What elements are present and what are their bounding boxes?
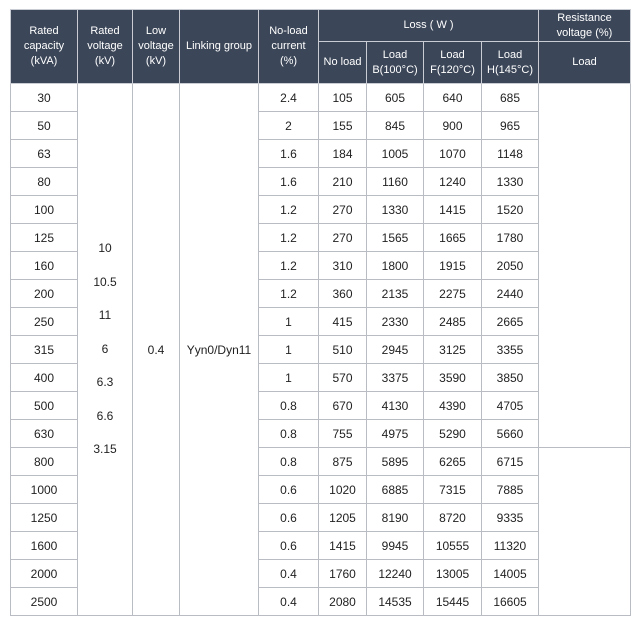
cell-load-f: 900 (424, 112, 482, 140)
cell-load-f: 5290 (424, 420, 482, 448)
cell-no-load: 570 (319, 364, 367, 392)
cell-capacity: 125 (11, 224, 78, 252)
header-load-f (424, 42, 482, 84)
cell-load-f: 4390 (424, 392, 482, 420)
cell-no-load: 155 (319, 112, 367, 140)
cell-noload-current: 2 (259, 112, 319, 140)
transformer-spec-table (10, 9, 631, 616)
header-no-load: No load (319, 42, 367, 84)
cell-no-load: 360 (319, 280, 367, 308)
header-linking-group: Linking group (180, 10, 259, 84)
cell-load-b: 2135 (367, 280, 424, 308)
cell-load-b: 1565 (367, 224, 424, 252)
cell-load-h: 2440 (482, 280, 539, 308)
cell-load-b: 1330 (367, 196, 424, 224)
cell-no-load: 184 (319, 140, 367, 168)
header-line: Resistance (557, 11, 612, 24)
cell-no-load: 105 (319, 84, 367, 112)
cell-capacity: 160 (11, 252, 78, 280)
cell-load-h: 1520 (482, 196, 539, 224)
cell-load-h: 685 (482, 84, 539, 112)
cell-noload-current: 0.4 (259, 588, 319, 616)
table-row (11, 84, 631, 112)
cell-load-b: 605 (367, 84, 424, 112)
header-load-h (482, 42, 539, 84)
cell-noload-current: 1 (259, 336, 319, 364)
cell-load-b: 1160 (367, 168, 424, 196)
cell-noload-current: 0.4 (259, 560, 319, 588)
cell-capacity: 315 (11, 336, 78, 364)
header-line: (kVA) (30, 55, 58, 67)
cell-no-load: 1205 (319, 504, 367, 532)
cell-load-f: 2275 (424, 280, 482, 308)
cell-noload-current: 1.6 (259, 168, 319, 196)
cell-capacity: 30 (11, 84, 78, 112)
cell-no-load: 2080 (319, 588, 367, 616)
header-line: Low (145, 25, 167, 37)
cell-load-f: 2485 (424, 308, 482, 336)
rated-voltage-value: 10 (98, 241, 112, 256)
cell-load-h: 1330 (482, 168, 539, 196)
cell-capacity: 63 (11, 140, 78, 168)
transformer-spec-table-container (10, 9, 631, 616)
header-rated-voltage (78, 10, 133, 84)
header-line: Rated (90, 25, 120, 37)
cell-load-b: 8190 (367, 504, 424, 532)
header-line: F(120°C) (430, 63, 475, 76)
cell-noload-current: 0.8 (259, 448, 319, 476)
cell-capacity: 2500 (11, 588, 78, 616)
cell-capacity: 1000 (11, 476, 78, 504)
cell-capacity: 500 (11, 392, 78, 420)
cell-capacity: 800 (11, 448, 78, 476)
cell-load-f: 6265 (424, 448, 482, 476)
cell-capacity: 630 (11, 420, 78, 448)
cell-load-h: 965 (482, 112, 539, 140)
cell-load-f: 1915 (424, 252, 482, 280)
cell-load-h: 3355 (482, 336, 539, 364)
cell-capacity: 400 (11, 364, 78, 392)
header-line: Load (382, 48, 408, 61)
cell-load-f: 1240 (424, 168, 482, 196)
header-low-voltage (133, 10, 180, 84)
cell-load-h: 2665 (482, 308, 539, 336)
header-line: No-load (269, 25, 308, 37)
header-line: (kV) (145, 55, 167, 67)
cell-load-f: 1415 (424, 196, 482, 224)
cell-load-b: 4130 (367, 392, 424, 420)
cell-capacity: 100 (11, 196, 78, 224)
cell-low-voltage: 0.4 (133, 84, 180, 616)
header-resistance-voltage (539, 10, 631, 42)
cell-noload-current: 0.6 (259, 504, 319, 532)
cell-load-b: 2945 (367, 336, 424, 364)
cell-load-b: 9945 (367, 532, 424, 560)
cell-load-b: 14535 (367, 588, 424, 616)
cell-noload-current: 1 (259, 308, 319, 336)
cell-load-b: 6885 (367, 476, 424, 504)
cell-no-load: 270 (319, 196, 367, 224)
rated-voltage-value: 10.5 (93, 274, 117, 289)
cell-load-h: 5660 (482, 420, 539, 448)
cell-load-f: 3590 (424, 364, 482, 392)
header-line: voltage (138, 40, 174, 52)
header-rated-capacity (11, 10, 78, 84)
cell-load-f: 1665 (424, 224, 482, 252)
header-resistance-load: Load (539, 42, 631, 84)
rated-voltage-value: 6 (101, 341, 109, 356)
cell-load-f: 7315 (424, 476, 482, 504)
cell-load-b: 12240 (367, 560, 424, 588)
header-line: (kV) (94, 55, 116, 67)
cell-noload-current: 2.4 (259, 84, 319, 112)
cell-load-h: 7885 (482, 476, 539, 504)
cell-noload-current: 1.2 (259, 280, 319, 308)
header-noload-current (259, 10, 319, 84)
cell-no-load: 1020 (319, 476, 367, 504)
header-line: voltage (%) (556, 26, 613, 39)
cell-load-f: 8720 (424, 504, 482, 532)
cell-load-b: 2330 (367, 308, 424, 336)
cell-load-b: 4975 (367, 420, 424, 448)
cell-rated-voltage (78, 84, 133, 616)
cell-noload-current: 1.2 (259, 196, 319, 224)
header-line: B(100°C) (372, 63, 418, 76)
cell-capacity: 2000 (11, 560, 78, 588)
cell-load-h: 2050 (482, 252, 539, 280)
cell-resistance-load (539, 448, 631, 616)
header-line: H(145°C) (487, 63, 533, 76)
cell-load-f: 640 (424, 84, 482, 112)
cell-noload-current: 1.6 (259, 140, 319, 168)
cell-resistance-load (539, 84, 631, 448)
header-line: Load (440, 48, 465, 61)
cell-capacity: 200 (11, 280, 78, 308)
cell-no-load: 875 (319, 448, 367, 476)
header-line: Load (497, 48, 523, 61)
cell-capacity: 50 (11, 112, 78, 140)
cell-noload-current: 0.6 (259, 476, 319, 504)
cell-load-b: 5895 (367, 448, 424, 476)
cell-load-h: 1148 (482, 140, 539, 168)
rated-voltage-value: 3.15 (93, 442, 117, 457)
cell-load-b: 1800 (367, 252, 424, 280)
cell-load-h: 9335 (482, 504, 539, 532)
header-line: current (271, 40, 306, 52)
cell-load-f: 1070 (424, 140, 482, 168)
cell-load-h: 11320 (482, 532, 539, 560)
table-body (11, 84, 631, 616)
cell-noload-current: 1.2 (259, 252, 319, 280)
cell-load-f: 3125 (424, 336, 482, 364)
cell-no-load: 1415 (319, 532, 367, 560)
cell-noload-current: 1.2 (259, 224, 319, 252)
header-load-b (367, 42, 424, 84)
cell-capacity: 80 (11, 168, 78, 196)
cell-load-b: 1005 (367, 140, 424, 168)
cell-load-h: 4705 (482, 392, 539, 420)
cell-load-h: 1780 (482, 224, 539, 252)
cell-no-load: 210 (319, 168, 367, 196)
cell-linking-group: Yyn0/Dyn11 (180, 84, 259, 616)
rated-voltage-value: 6.6 (96, 408, 114, 423)
cell-no-load: 415 (319, 308, 367, 336)
header-line: (%) (279, 55, 298, 67)
cell-load-f: 15445 (424, 588, 482, 616)
cell-capacity: 250 (11, 308, 78, 336)
cell-load-h: 16605 (482, 588, 539, 616)
cell-load-b: 3375 (367, 364, 424, 392)
cell-load-h: 6715 (482, 448, 539, 476)
cell-load-f: 10555 (424, 532, 482, 560)
cell-noload-current: 0.8 (259, 392, 319, 420)
header-loss: Loss ( W ) (319, 10, 539, 42)
cell-no-load: 1760 (319, 560, 367, 588)
header-line: Rated (29, 25, 59, 37)
cell-load-h: 3850 (482, 364, 539, 392)
cell-capacity: 1600 (11, 532, 78, 560)
header-line: capacity (23, 40, 65, 52)
rated-voltage-value: 6.3 (96, 375, 114, 390)
cell-no-load: 510 (319, 336, 367, 364)
header-line: voltage (87, 40, 123, 52)
cell-load-h: 14005 (482, 560, 539, 588)
cell-noload-current: 0.8 (259, 420, 319, 448)
cell-noload-current: 1 (259, 364, 319, 392)
cell-capacity: 1250 (11, 504, 78, 532)
rated-voltage-value: 11 (98, 308, 112, 323)
cell-load-f: 13005 (424, 560, 482, 588)
cell-no-load: 310 (319, 252, 367, 280)
cell-no-load: 670 (319, 392, 367, 420)
cell-no-load: 755 (319, 420, 367, 448)
cell-noload-current: 0.6 (259, 532, 319, 560)
cell-load-b: 845 (367, 112, 424, 140)
cell-no-load: 270 (319, 224, 367, 252)
